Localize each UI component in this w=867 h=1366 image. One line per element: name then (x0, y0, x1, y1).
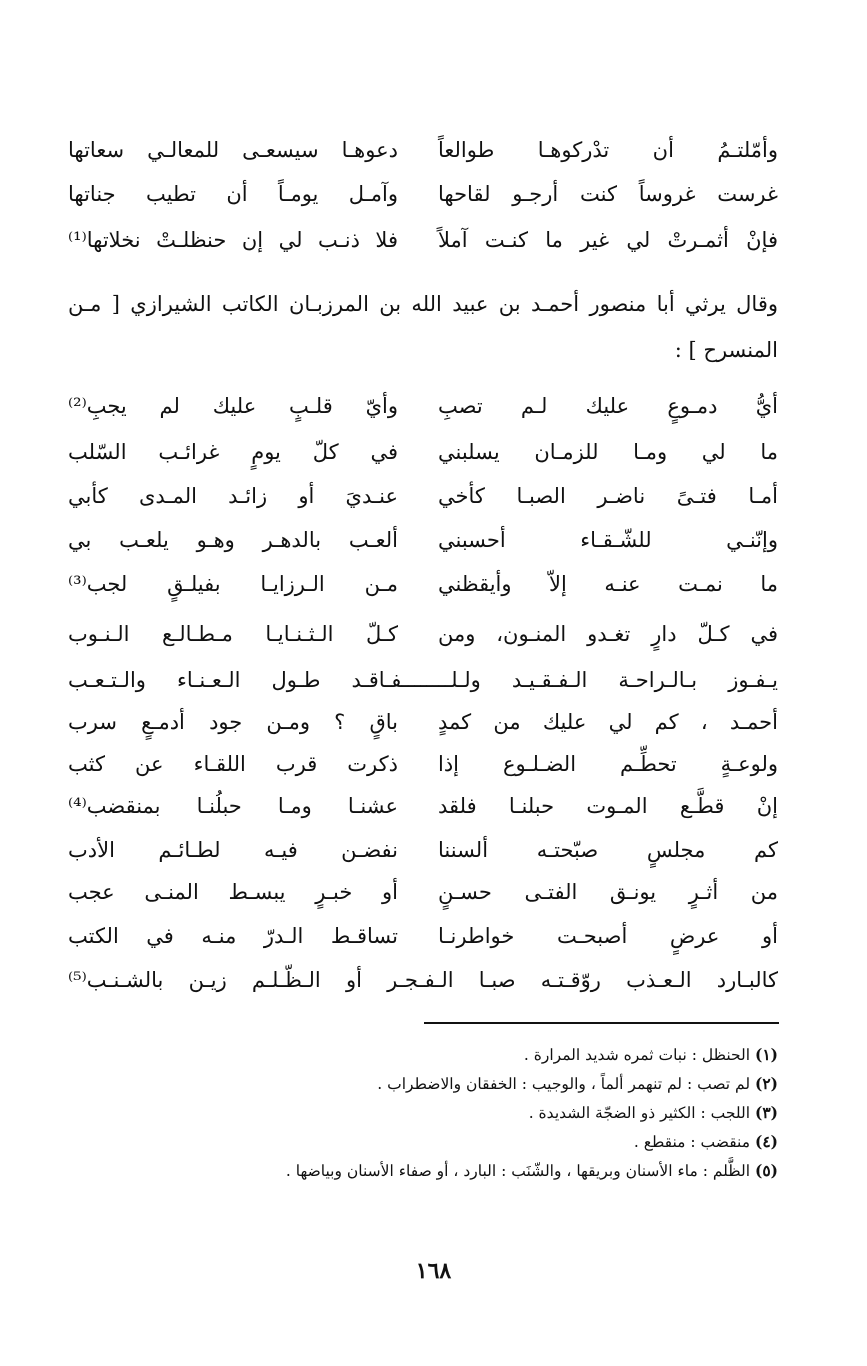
first-hemistich: إنْ قطَّـع المـوت حبلنـا فلقد (438, 794, 778, 818)
verse-line (68, 830, 778, 870)
page-number: ١٦٨ (415, 1258, 452, 1284)
intro-paragraph (68, 284, 778, 370)
verse-line (68, 220, 778, 260)
verse-line (68, 744, 778, 784)
verse-line (68, 476, 778, 516)
verse-line (68, 872, 778, 912)
first-hemistich: وأمّلتـمُ أن تدْركوهـا طوالعاً (438, 138, 778, 162)
first-hemistich: ما نمـت عنـه إلاّ وأيقظني (438, 572, 778, 596)
second-hemistich: في كلّ يومٍ غرائـب السّلب (68, 440, 398, 464)
footnote-divider (424, 1022, 779, 1024)
footnote-text: الظَّلم : ماء الأسنان وبريقها ، والشّنَب : البارد ، أو صفاء الأسنان وبياضها . (285, 1162, 751, 1180)
second-hemistich: مـن الـرزايـا بفيلـقٍ لجب⁽³⁾ (68, 572, 398, 596)
footnote (68, 1098, 778, 1127)
footnote-number: (٥) (754, 1161, 778, 1180)
second-hemistich: كـلّ الـثـنـايـا مـطـالـع الـنـوب (68, 622, 398, 646)
first-hemistich: كم مجلسٍ صبّحتـه ألسننا (438, 838, 778, 862)
second-hemistich: دعوهـا سيسعـى للمعالـي سعاتها (68, 138, 398, 162)
first-hemistich: فإنْ أثمـرتْ لي غير ما كنـت آملاً (438, 228, 778, 252)
second-hemistich: باقٍ ؟ ومـن جود أدمـعٍ سرب (68, 710, 398, 734)
footnote-number: (١) (754, 1045, 778, 1064)
first-hemistich: أحمـد ، كم لي عليك من كمدٍ (438, 710, 778, 734)
verse-line (68, 174, 778, 214)
second-hemistich: وآمـل يومـاً أن تطيب جناتها (68, 182, 398, 206)
verse-line (68, 614, 778, 654)
footnote-text: لم تصب : لم تنهمر ألماً ، والوجيب : الخفقان والاضطراب . (377, 1075, 751, 1093)
second-hemistich: عنـديَ أو زائـد المـدى كأبي (68, 484, 398, 508)
verse-line (68, 786, 778, 826)
first-hemistich: أيُّ دمـوعٍ عليك لـم تصبِ (438, 394, 778, 418)
second-hemistich: ذكرت قرب اللقـاء عن كثب (68, 752, 398, 776)
footnote-text: منقضب : منقطع . (633, 1133, 751, 1151)
footnote (68, 1156, 778, 1185)
verse-line (68, 916, 778, 956)
second-hemistich: عشنـا ومـا حبلُنـا بمنقضب⁽⁴⁾ (68, 794, 398, 818)
first-hemistich: أمـا فتـىً ناضـر الصبـا كأخي (438, 484, 778, 508)
verse-line (68, 432, 778, 472)
second-hemistich: ألعـب بالدهـر وهـو يلعـب بي (68, 528, 398, 552)
footnote-text: الحنظل : نبات ثمره شديد المرارة . (523, 1046, 751, 1064)
second-hemistich: نفضـن فيـه لطـائـم الأدب (68, 838, 398, 862)
first-hemistich: أو عرضٍ أصبحـت خواطرنـا (438, 924, 778, 948)
verse-line (68, 520, 778, 560)
full-verse-line: كالبـارد الـعـذب روّقـتـه صبـا الـفـجـر أو الـظّـلـم زيـن بالشـنـب⁽⁵⁾ (68, 968, 778, 992)
footnote (68, 1069, 778, 1098)
first-hemistich: ولوعـةٍ تحطِّـم الضـلـوع إذا (438, 752, 778, 776)
footnote-number: (٢) (754, 1074, 778, 1093)
second-hemistich: تساقـط الـدرّ منـه في الكتب (68, 924, 398, 948)
first-hemistich: وإنّنـي للشّـقـاء أحسبني (438, 528, 778, 552)
first-hemistich: من أثـرٍ يونـق الفتـى حسـنٍ (438, 880, 778, 904)
first-hemistich: ما لي ومـا للزمـان يسلبني (438, 440, 778, 464)
verse-line (68, 564, 778, 604)
footnote-number: (٤) (754, 1132, 778, 1151)
intro-line: المنسرح ] : (674, 338, 778, 362)
verse-line (68, 130, 778, 170)
footnote (68, 1040, 778, 1069)
verse-line (68, 702, 778, 742)
footnote-number: (٣) (754, 1103, 778, 1122)
first-hemistich: غرست غروساً كنت أرجـو لقاحها (438, 182, 778, 206)
verse-line (68, 386, 778, 426)
intro-line: وقال يرثي أبا منصور أحمـد بن عبيد الله بن المرزبـان الكاتب الشيرازي [ مـن (68, 292, 778, 316)
first-hemistich: في كـلّ دارٍ تغـدو المنـون، ومن (438, 622, 778, 646)
second-hemistich: فلا ذنـب لي إن حنظلـتْ نخلاتها⁽¹⁾ (68, 228, 398, 252)
footnote-text: اللجب : الكثير ذو الضجّة الشديدة . (528, 1104, 751, 1122)
footnotes (68, 1040, 778, 1185)
footnote (68, 1127, 778, 1156)
second-hemistich: أو خبـرٍ يبسـط المنـى عجب (68, 880, 398, 904)
full-verse-line: يـفـوز بـالـراحـة الـفـقـيـد ولـلــــــــفـاقـد طـول الـعـنـاء والـتـعـب (68, 668, 778, 692)
second-hemistich: وأيّ قلـبٍ عليك لم يجبِ⁽²⁾ (68, 394, 398, 418)
